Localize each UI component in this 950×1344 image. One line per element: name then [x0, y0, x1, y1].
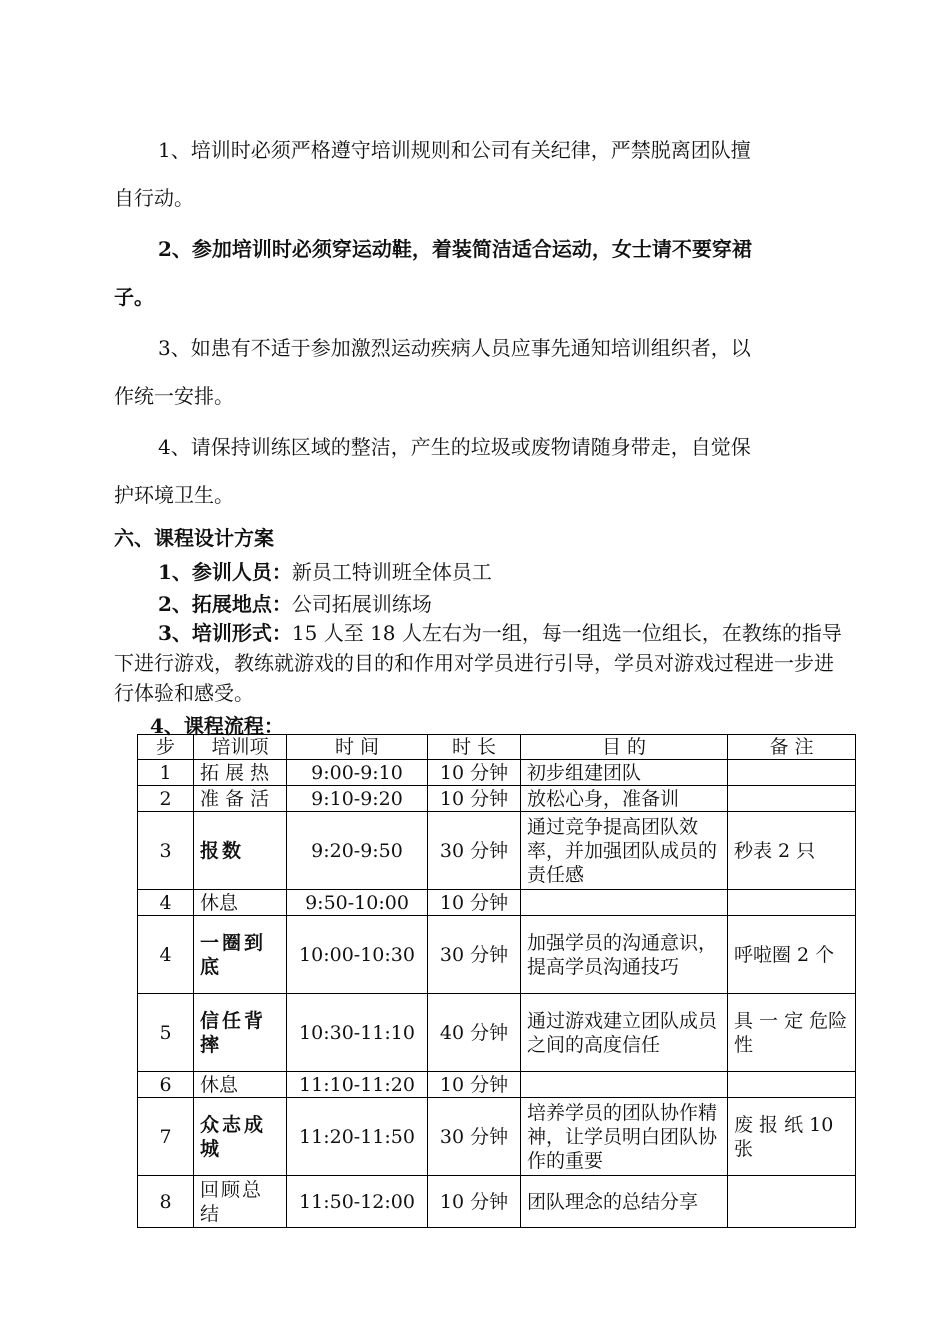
table-row — [138, 786, 856, 812]
row-item: 回顾总结 — [194, 1176, 287, 1228]
location-label: 2、拓展地点： — [158, 592, 292, 616]
header-item: 培训项 — [194, 735, 287, 760]
row-time: 9:50-10:00 — [287, 890, 428, 916]
table-row — [138, 1098, 856, 1176]
row-duration: 30 分钟 — [428, 916, 521, 994]
row-item — [194, 760, 287, 786]
header-purpose: 目 的 — [521, 735, 728, 760]
form-text: 15 人至 18 人左右为一组，每一组选一位组长，在教练的指导下进行游戏，教练就游戏的目的和作用对学员进行引导，学员对游戏过程进一步进行体验和感受。 — [114, 621, 842, 705]
row-time: 9:00-9:10 — [287, 760, 428, 786]
rule-4-line2: 护环境卫生。 — [114, 483, 234, 507]
row-step: 1 — [138, 760, 194, 786]
header-duration: 时 长 — [428, 735, 521, 760]
table-row — [138, 890, 856, 916]
row-time: 11:10-11:20 — [287, 1072, 428, 1098]
row-step: 6 — [138, 1072, 194, 1098]
row-duration: 10 分钟 — [428, 1176, 521, 1228]
row-step: 4 — [138, 916, 194, 994]
form-label: 3、培训形式： — [158, 621, 292, 645]
row-note — [728, 1176, 856, 1228]
row-item: 报数 — [194, 812, 287, 890]
row-note: 呼啦圈 2 个 — [728, 916, 856, 994]
row-purpose — [521, 1072, 728, 1098]
rule-3-line1: 3、如患有不适于参加激烈运动疾病人员应事先通知培训组织者，以 — [158, 336, 751, 360]
row-step: 7 — [138, 1098, 194, 1176]
row-purpose: 团队理念的总结分享 — [521, 1176, 728, 1228]
flow-title: 4、课程流程： — [150, 714, 284, 738]
row-step: 3 — [138, 812, 194, 890]
row-duration: 10 分钟 — [428, 890, 521, 916]
table-row — [138, 994, 856, 1072]
row-purpose — [521, 786, 728, 812]
row-note: 废 报 纸 10 张 — [728, 1098, 856, 1176]
participants-value: 新员工特训班全体员工 — [291, 560, 492, 584]
row-step: 2 — [138, 786, 194, 812]
row-step: 4 — [138, 890, 194, 916]
row-duration: 10 分钟 — [428, 1072, 521, 1098]
row-purpose: 培养学员的团队协作精神，让学员明白团队协作的重要 — [521, 1098, 728, 1176]
section-title: 六、课程设计方案 — [114, 526, 274, 550]
header-time: 时 间 — [287, 735, 428, 760]
row-item: 休息 — [194, 1072, 287, 1098]
row-purpose: 初步组建团队 — [521, 760, 728, 786]
row-duration: 40 分钟 — [428, 994, 521, 1072]
row-time: 9:10-9:20 — [287, 786, 428, 812]
row-time: 11:50-12:00 — [287, 1176, 428, 1228]
row-time: 10:00-10:30 — [287, 916, 428, 994]
row-item: 众志成城 — [194, 1098, 287, 1176]
row-purpose: 通过游戏建立团队成员 之间的高度信任 — [521, 994, 728, 1072]
training-form-paragraph — [114, 618, 844, 708]
row-note: 秒表 2 只 — [728, 812, 856, 890]
row-time: 10:30-11:10 — [287, 994, 428, 1072]
row-duration: 30 分钟 — [428, 1098, 521, 1176]
row-duration: 10 分钟 — [428, 760, 521, 786]
table-row — [138, 916, 856, 994]
participants-line — [158, 556, 492, 585]
rule-2-line1: 2、参加培训时必须穿运动鞋，着装简洁适合运动，女士请不要穿裙 — [158, 237, 752, 261]
table-row — [138, 812, 856, 890]
row-note — [728, 760, 856, 786]
row-note — [728, 890, 856, 916]
row-purpose: 加强学员的沟通意识，提高学员沟通技巧 — [521, 916, 728, 994]
row-purpose-text: 放松心身，准备训 — [527, 787, 680, 810]
rule-1-line1: 1、培训时必须严格遵守培训规则和公司有关纪律，严禁脱离团队擅 — [158, 138, 751, 162]
location-line — [158, 588, 432, 617]
header-step: 步 — [138, 735, 194, 760]
row-time: 9:20-9:50 — [287, 812, 428, 890]
row-item: 一圈到底 — [194, 916, 287, 994]
rule-1-line2: 自行动。 — [114, 186, 194, 210]
row-duration: 30 分钟 — [428, 812, 521, 890]
row-note: 具 一 定 危险性 — [728, 994, 856, 1072]
row-item: 休息 — [194, 890, 287, 916]
table-header-row — [138, 735, 856, 760]
table-row — [138, 1176, 856, 1228]
row-note — [728, 786, 856, 812]
table-row — [138, 760, 856, 786]
location-value: 公司拓展训练场 — [291, 592, 432, 616]
rule-3-line2: 作统一安排。 — [114, 384, 234, 408]
rule-4-line1: 4、请保持训练区域的整洁，产生的垃圾或废物请随身带走，自觉保 — [158, 435, 751, 459]
header-note: 备 注 — [728, 735, 856, 760]
row-step: 8 — [138, 1176, 194, 1228]
row-item: 信任背摔 — [194, 994, 287, 1072]
row-purpose — [521, 890, 728, 916]
row-purpose: 通过竞争提高团队效率，并加强团队成员的责任感 — [521, 812, 728, 890]
row-note — [728, 1072, 856, 1098]
course-schedule-table — [137, 734, 856, 1228]
participants-label: 1、参训人员： — [158, 560, 292, 584]
row-item — [194, 786, 287, 812]
row-time: 11:20-11:50 — [287, 1098, 428, 1176]
row-item-text: 准 备 活 — [200, 787, 270, 810]
table-row — [138, 1072, 856, 1098]
row-item-text: 拓 展 热 — [200, 761, 270, 784]
row-duration: 10 分钟 — [428, 786, 521, 812]
row-step: 5 — [138, 994, 194, 1072]
rule-2-line2: 子。 — [114, 285, 154, 309]
